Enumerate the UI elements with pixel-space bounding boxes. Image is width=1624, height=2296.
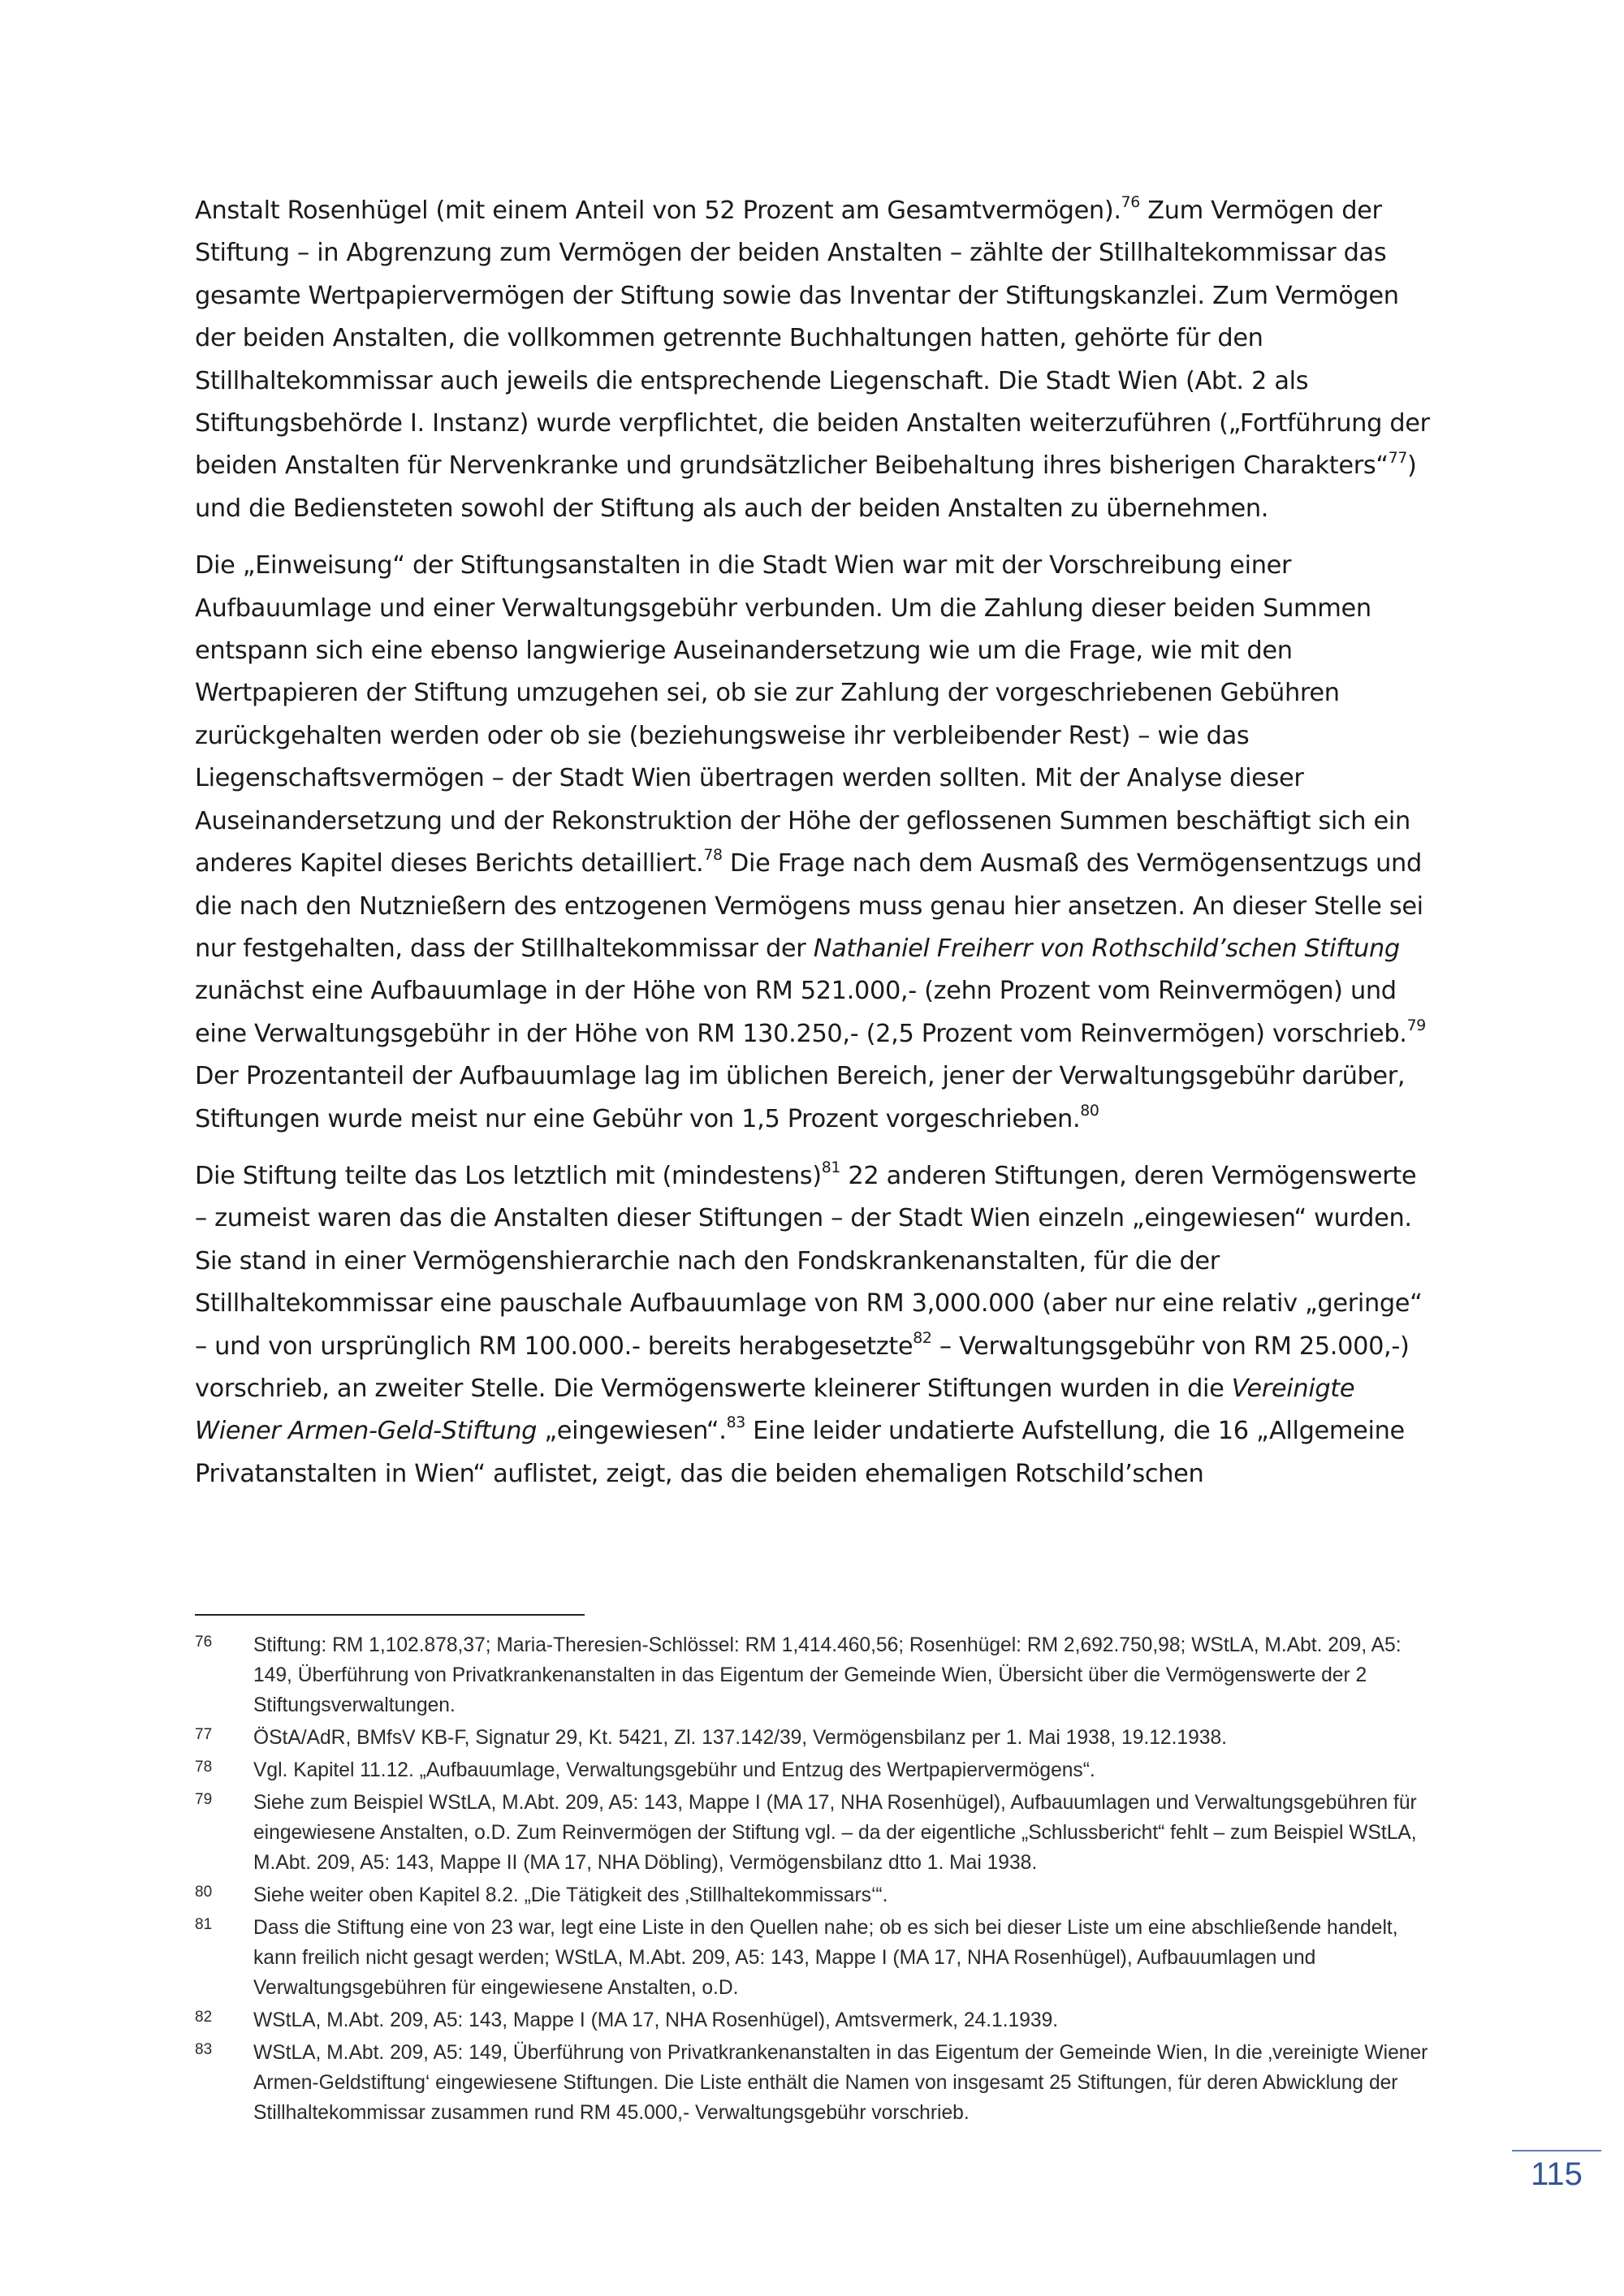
- italic-text: Nathaniel Freiherr von Rothschild’schen Stiftung: [813, 934, 1400, 963]
- footnote: [195, 1913, 1445, 2003]
- footnotes: [195, 1630, 1445, 2130]
- footnote: [195, 1630, 1445, 1720]
- footnote-ref: 83: [726, 1414, 745, 1432]
- footnote-ref: 82: [913, 1329, 932, 1347]
- text-run: Die Frage nach dem Ausmaß des Vermögensentzugs und die nach den Nutznießern des entzogenen Vermögens muss genau hier ansetzen. An dieser Stelle sei nur festgehalten, dass der Stillhaltekommissar der: [195, 849, 1423, 963]
- body-text: [195, 190, 1436, 1510]
- page-number: 115: [1531, 2156, 1583, 2192]
- paragraph: [195, 190, 1436, 530]
- footnote-text: Siehe zum Beispiel WStLA, M.Abt. 209, A5: 143, Mappe I (MA 17, NHA Rosenhügel), Aufbauumlagen und Verwaltungsgebühren für eingewiesene Anstalten, o.D. Zum Reinvermögen der Stiftung vgl. – da der eigentliche „Schlussbericht“ fehlt – zum Beispiel WStLA, M.Abt. 209, A5: 143, Mappe II (MA 17, NHA Döbling), Vermögensbilanz dtto 1. Mai 1938.: [253, 1792, 1417, 1874]
- footnote-text: Stiftung: RM 1,102.878,37; Maria-Theresien-Schlössel: RM 1,414.460,56; Rosenhügel: RM 2,692.750,98; WStLA, M.Abt. 209, A5: 149, Überführung von Privatkrankenanstalten in das Eigentum der Gemeinde Wien, Übersicht über die Vermögenswerte der 2 Stiftungsverwaltungen.: [253, 1634, 1402, 1716]
- footnote-ref: 76: [1121, 194, 1140, 212]
- text-run: Zum Vermögen der Stiftung – in Abgrenzung zum Vermögen der beiden Anstalten – zählte der Stillhaltekommissar das gesamte Wertpapiervermögen der Stiftung sowie das Inventar der Stiftungskanzlei. Zum Vermögen der beiden Anstalten, die vollkommen getrennte Buchhaltungen hatten, gehörte für den Stillhaltekommissar auch jeweils die entsprechende Liegenschaft. Die Stadt Wien (Abt. 2 als Stiftungsbehörde I. Instanz) wurde verpflichtet, die beiden Anstalten weiterzuführen („Fortführung der beiden Anstalten für Nervenkranke und grundsätzlicher Beibehaltung ihres bisherigen Charakters“: [195, 196, 1430, 481]
- footnote-text: Vgl. Kapitel 11.12. „Aufbauumlage, Verwaltungsgebühr und Entzug des Wertpapiervermögens“.: [253, 1759, 1095, 1781]
- footnote-number: 76: [195, 1634, 213, 1651]
- footnote-text: WStLA, M.Abt. 209, A5: 143, Mappe I (MA 17, NHA Rosenhügel), Amtsvermerk, 24.1.1939.: [253, 2009, 1059, 2031]
- footnote-text: Dass die Stiftung eine von 23 war, legt eine Liste in den Quellen nahe; ob es sich bei dieser Liste um eine abschließende handelt, kann freilich nicht gesagt werden; WStLA, M.Abt. 209, A5: 143, Mappe I (MA 17, NHA Rosenhügel), Aufbauumlagen und Verwaltungsgebühren für eingewiesene Anstalten, o.D.: [253, 1917, 1398, 1999]
- footnote-ref: 79: [1406, 1016, 1426, 1034]
- footnote: [195, 1723, 1445, 1753]
- footnote-text: ÖStA/AdR, BMfsV KB-F, Signatur 29, Kt. 5421, Zl. 137.142/39, Vermögensbilanz per 1. Mai 1938, 19.12.1938.: [253, 1727, 1227, 1749]
- text-run: Anstalt Rosenhügel (mit einem Anteil von 52 Prozent am Gesamtvermögen).: [195, 196, 1121, 225]
- text-run: Die Stiftung teilte das Los letztlich mit (mindestens): [195, 1161, 822, 1190]
- text-run: – Verwaltungsgebühr von RM 25.000,-) vorschrieb, an zweiter Stelle. Die Vermögenswerte kleinerer Stiftungen wurden in die: [195, 1331, 1410, 1403]
- footnote-separator: [195, 1614, 585, 1616]
- text-run: 22 anderen Stiftungen, deren Vermögenswerte – zumeist waren das die Anstalten dieser Stiftungen – der Stadt Wien einzeln „eingewiesen“ wurden. Sie stand in einer Vermögenshierarchie nach den Fondskrankenanstalten, für die der Stillhaltekommissar eine pauschale Aufbauumlage von RM 3,000.000 (aber nur eine relativ „geringe“ – und von ursprünglich RM 100.000.- bereits herabgesetzte: [195, 1161, 1423, 1361]
- paragraph: [195, 545, 1436, 1141]
- footnote-number: 78: [195, 1759, 213, 1776]
- text-run: Eine leider undatierte Aufstellung, die 16 „Allgemeine Privatanstalten in Wien“ auflistet, zeigt, das die beiden ehemaligen Rotschild’schen: [195, 1417, 1405, 1488]
- footnote: [195, 2038, 1445, 2128]
- footnote-ref: 77: [1388, 449, 1408, 467]
- footnote-number: 80: [195, 1884, 213, 1901]
- text-run: zunächst eine Aufbauumlage in der Höhe von RM 521.000,- (zehn Prozent vom Reinvermögen) und eine Verwaltungsgebühr in der Höhe von RM 130.250,- (2,5 Prozent vom Reinvermögen) vorschrieb.: [195, 977, 1407, 1048]
- text-run: „eingewiesen“.: [537, 1417, 727, 1446]
- text-run: Die „Einweisung“ der Stiftungsanstalten in die Stadt Wien war mit der Vorschreibung einer Aufbauumlage und einer Verwaltungsgebühr verbunden. Um die Zahlung dieser beiden Summen entspann sich eine ebenso langwierige Auseinandersetzung wie um die Frage, wie mit den Wertpapieren der Stiftung umzugehen sei, ob sie zur Zahlung der vorgeschriebenen Gebühren zurückgehalten werden oder ob sie (beziehungsweise ihr verbleibender Rest) – wie das Liegenschaftsvermögen – der Stadt Wien übertragen werden sollten. Mit der Analyse dieser Auseinandersetzung und der Rekonstruktion der Höhe der geflossenen Summen beschäftigt sich ein anderes Kapitel dieses Berichts detailliert.: [195, 551, 1410, 878]
- footnote-ref: 81: [821, 1159, 841, 1176]
- text-run: ) und die Bediensteten sowohl der Stiftung als auch der beiden Anstalten zu übernehmen.: [195, 451, 1417, 523]
- italic-text: Vereinigte Wiener Armen-Geld-Stiftung: [195, 1374, 1355, 1446]
- footnote-number: 82: [195, 2009, 213, 2026]
- footnote-text: Siehe weiter oben Kapitel 8.2. „Die Tätigkeit des ‚Stillhaltekommissars‘“.: [253, 1884, 888, 1906]
- footnote: [195, 1788, 1445, 1878]
- footnote-ref: 80: [1080, 1102, 1099, 1120]
- footnote-number: 81: [195, 1916, 213, 1933]
- footnote-ref: 78: [703, 847, 723, 865]
- footnote-number: 77: [195, 1726, 213, 1743]
- footnote: [195, 2005, 1445, 2035]
- footnote-text: WStLA, M.Abt. 209, A5: 149, Überführung von Privatkrankenanstalten in das Eigentum der Gemeinde Wien, In die ‚vereinigte Wiener Armen-Geldstiftung‘ eingewiesene Stiftungen. Die Liste enthält die Namen von insgesamt 25 Stiftungen, für deren Abwicklung der Stillhaltekommissar zusammen rund RM 45.000,- Verwaltungsgebühr vorschrieb.: [253, 2042, 1428, 2124]
- page-number-rule: [1512, 2150, 1601, 2151]
- footnote: [195, 1880, 1445, 1910]
- footnote-number: 79: [195, 1791, 213, 1808]
- paragraph: [195, 1155, 1436, 1495]
- footnote: [195, 1755, 1445, 1785]
- footnote-number: 83: [195, 2041, 213, 2058]
- text-run: Der Prozentanteil der Aufbauumlage lag im üblichen Bereich, jener der Verwaltungsgebühr darüber, Stiftungen wurde meist nur eine Gebühr von 1,5 Prozent vorgeschrieben.: [195, 1062, 1406, 1133]
